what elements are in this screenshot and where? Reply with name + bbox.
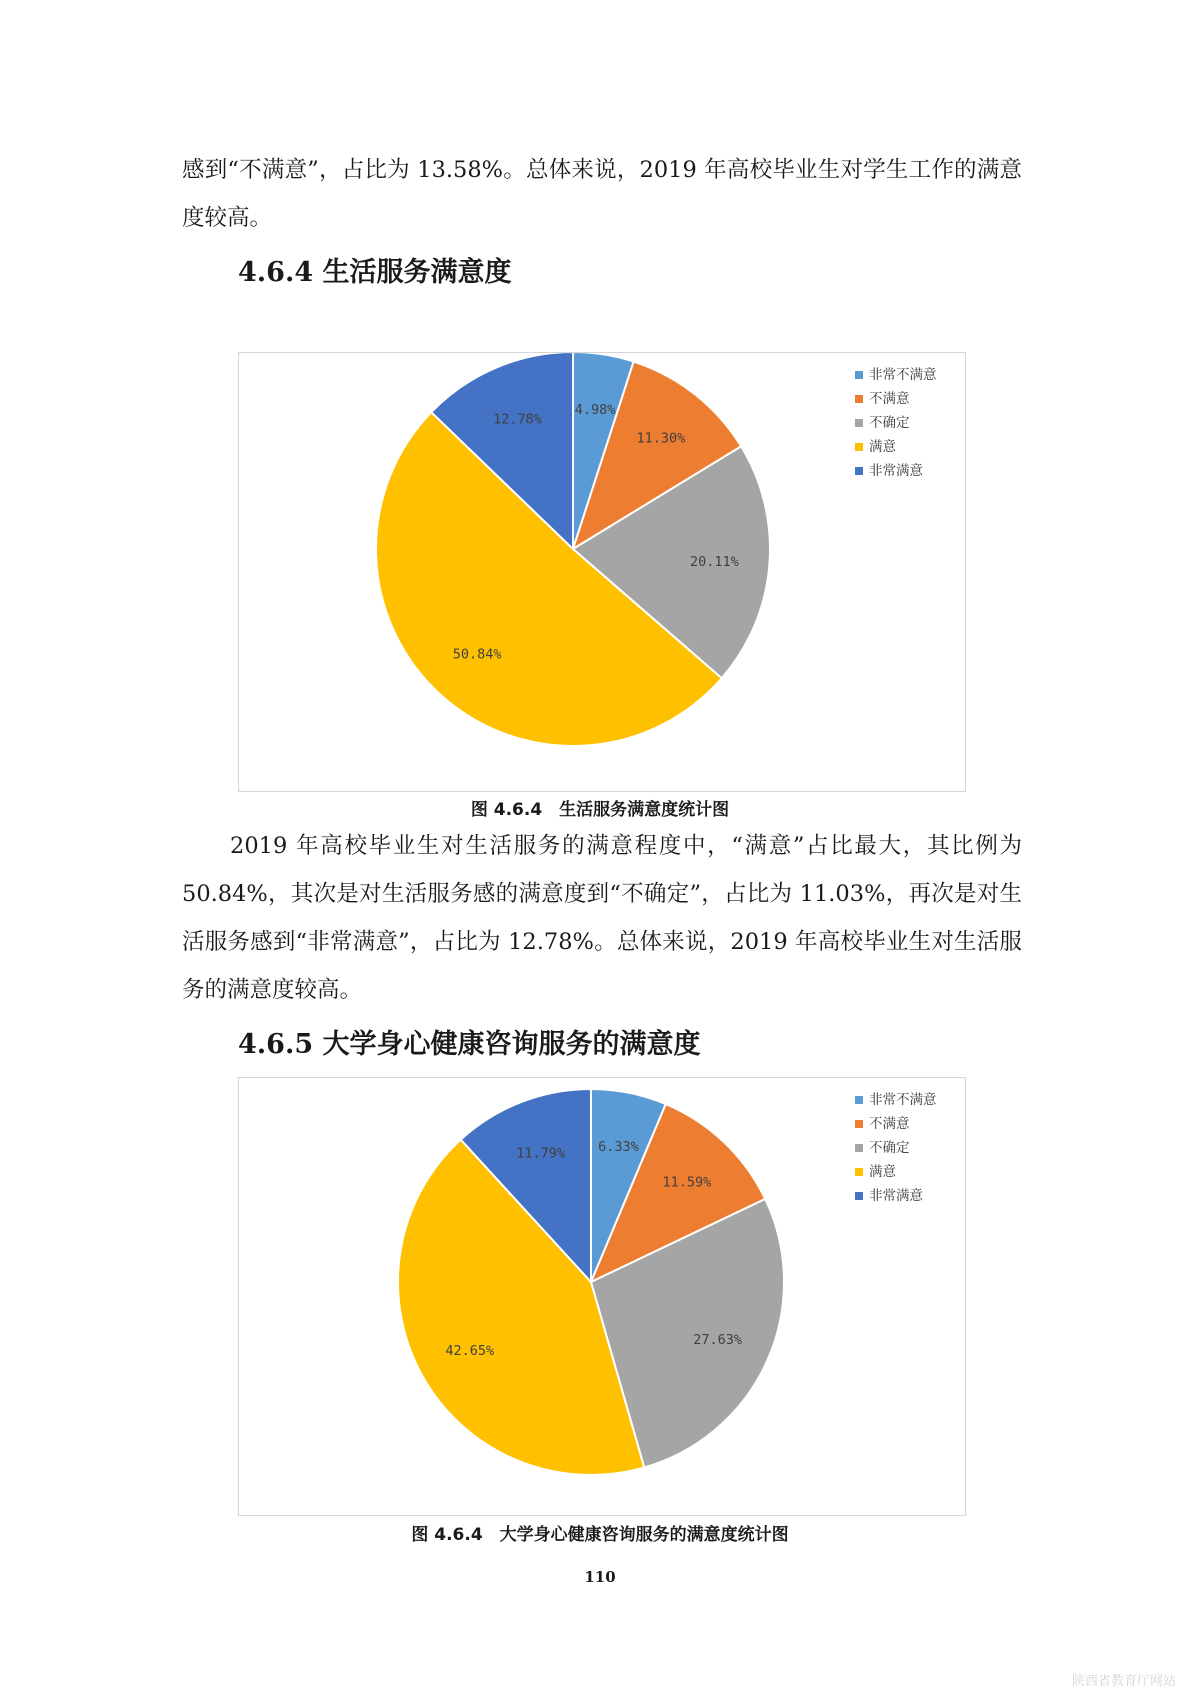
legend-label-3: 不确定 xyxy=(869,1140,910,1156)
page-number: 110 xyxy=(584,1568,616,1586)
data-label-4: 42.65% xyxy=(445,1342,495,1359)
legend-swatch-1 xyxy=(855,371,863,379)
legend-label-5: 非常满意 xyxy=(869,1188,923,1204)
legend-label-5: 非常满意 xyxy=(869,463,923,479)
data-label-1: 6.33% xyxy=(598,1138,639,1155)
data-label-3: 20.11% xyxy=(689,553,739,570)
legend-label-2: 不满意 xyxy=(869,391,910,407)
data-label-3: 27.63% xyxy=(693,1332,743,1349)
chart-1-svg xyxy=(239,353,965,791)
legend-swatch-5 xyxy=(855,1192,863,1200)
figure-1-caption: 图 4.6.4 生活服务满意度统计图 xyxy=(470,800,730,820)
intro-paragraph: 感到“不满意”，占比为 13.58%。总体来说，2019 年高校毕业生对学生工作的满意度较高。 xyxy=(182,157,1022,231)
data-label-5: 12.78% xyxy=(493,411,542,428)
legend-label-4: 满意 xyxy=(869,439,896,455)
legend-swatch-5 xyxy=(855,467,863,475)
legend-swatch-2 xyxy=(855,395,863,403)
legend-swatch-3 xyxy=(855,419,863,427)
data-label-1: 4.98% xyxy=(574,401,616,418)
watermark: 陕西省教育厅网站 xyxy=(1071,1674,1176,1689)
figure-2-caption: 图 4.6.4 大学身心健康咨询服务的满意度统计图 xyxy=(411,1525,789,1545)
chart-2-container xyxy=(238,1077,966,1516)
legend-swatch-3 xyxy=(855,1144,863,1152)
legend-swatch-4 xyxy=(855,1168,863,1176)
legend-label-4: 满意 xyxy=(869,1164,896,1180)
legend-swatch-4 xyxy=(855,443,863,451)
section-465-title: 4.6.5 大学身心健康咨询服务的满意度 xyxy=(238,1029,701,1060)
data-label-2: 11.30% xyxy=(636,430,686,447)
legend-label-3: 不确定 xyxy=(869,415,910,431)
data-label-4: 50.84% xyxy=(452,646,502,663)
data-label-5: 11.79% xyxy=(516,1145,566,1162)
legend-label-2: 不满意 xyxy=(869,1116,910,1132)
legend-swatch-1 xyxy=(855,1096,863,1104)
section-464-paragraph xyxy=(182,822,1022,1014)
chart-2-svg xyxy=(239,1078,965,1515)
legend-swatch-2 xyxy=(855,1120,863,1128)
data-label-2: 11.59% xyxy=(662,1174,712,1191)
legend-label-1: 非常不满意 xyxy=(869,367,937,383)
legend-label-1: 非常不满意 xyxy=(869,1092,937,1108)
section-464-title: 4.6.4 生活服务满意度 xyxy=(238,257,512,288)
section-464-paragraph-text: 2019 年高校毕业生对生活服务的满意程度中，“满意”占比最大，其比例为 50.84%，其次是对生活服务感的满意度到“不确定”，占比为 11.03%，再次是对生活服务感到“非常满意”，占比为 12.78%。总体来说，2019 年高校毕业生对生活服务的满意度较高。 xyxy=(182,833,1022,1003)
chart-1-container xyxy=(238,352,966,792)
